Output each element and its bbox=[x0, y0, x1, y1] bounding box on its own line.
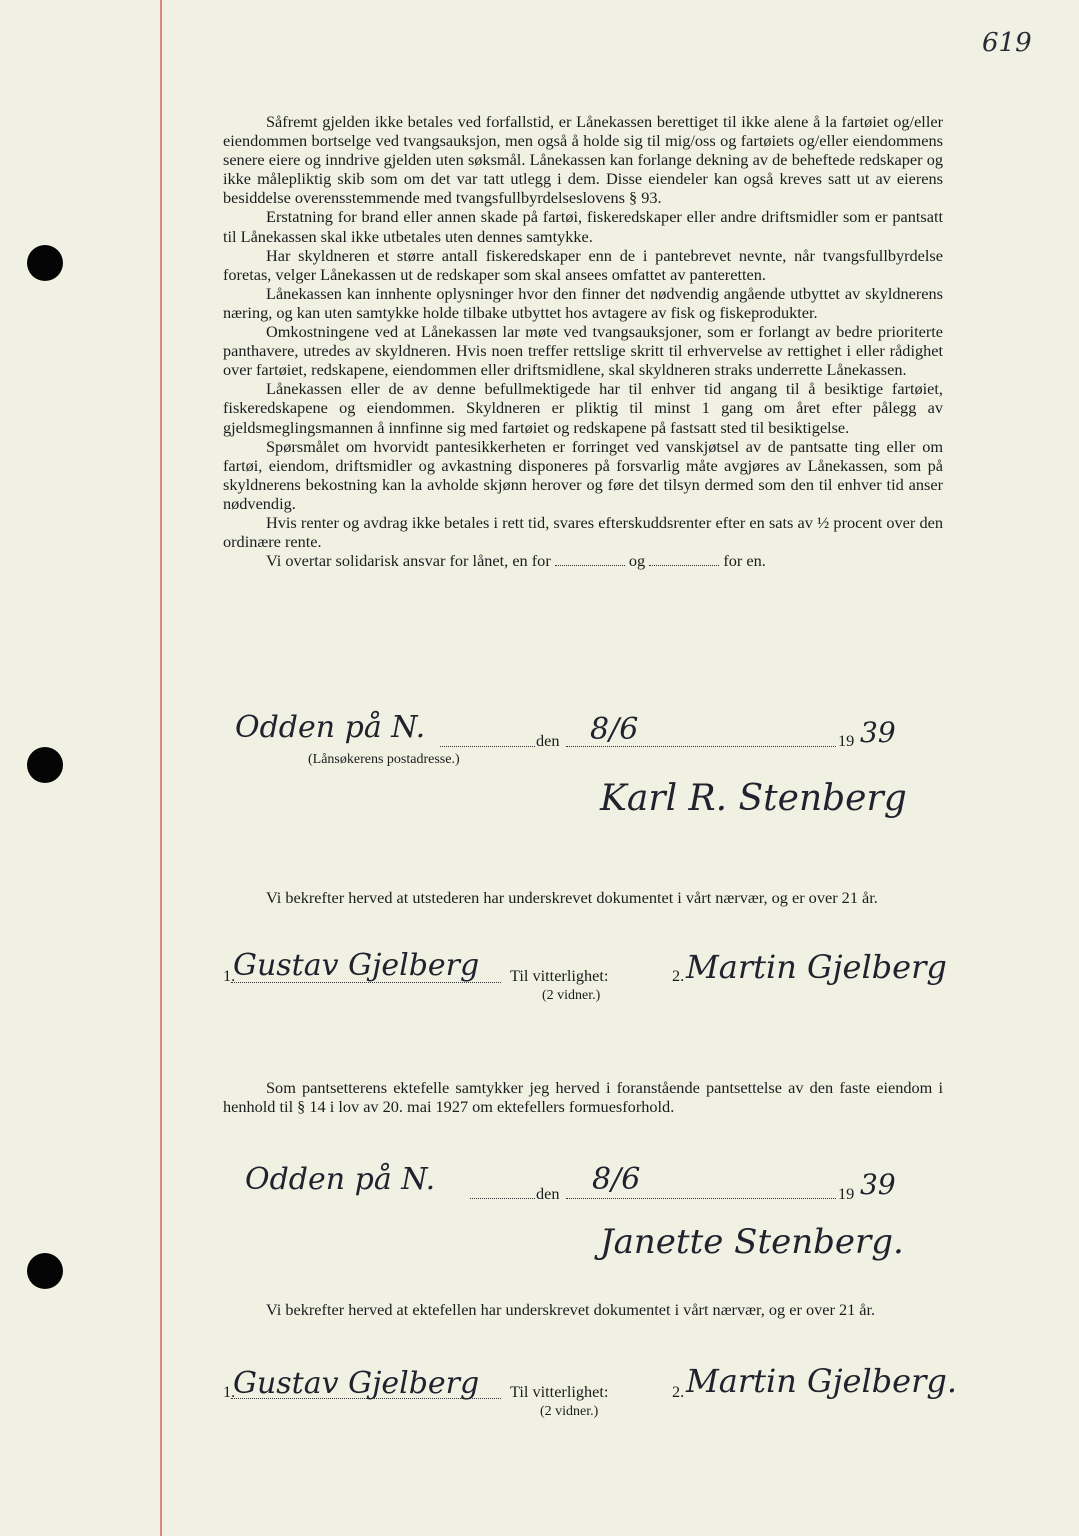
confirm-text-1 bbox=[223, 888, 943, 907]
paragraph: Omkostningene ved at Lånekassen lar møte ved tvangsauksjoner, som er forlangt av bedre prioriterte panthavere, utredes av skyldneren. Hvis noen treffer rettslige skritt til erhvervelse av rettighet i eller rådighet over fartøiet, redskapene, eiendommen eller driftsmidlene, skal skyldneren straks underrette Lånekassen. bbox=[223, 322, 943, 380]
liability-line bbox=[223, 551, 943, 570]
blank-field bbox=[649, 553, 719, 566]
paragraph: Såfremt gjelden ikke betales ved forfallstid, er Lånekassen berettiget til ikke alene å la fartøiet og/eller eiendommen bortselge ved tvangsauksjon, men også å holde sig til mig/oss og fartøiets og/eller eiendommens senere eiere og inndrive gjelden uten søksmål. Lånekassen kan forlange dekning av de beheftede redskaper og ikke målepliktig skib som om det var tatt utlegg i dem. Disse eiendeler kan også kreves satt ut av eierens besiddelse overensstemmende med tvangsfullbyrdelseslovens § 93. bbox=[223, 112, 943, 208]
vidner-note: (2 vidner.) bbox=[540, 1404, 599, 1419]
witness2-number: 2. bbox=[672, 1382, 685, 1401]
paragraph: Har skyldneren et større antall fiskeredskaper enn de i pantebrevet nevnte, når tvangsfullbyrdelse foretas, velger Lånekassen ut de redskaper som skal ansees omfattet av panteretten. bbox=[223, 245, 943, 284]
date-handwritten: 8/6 bbox=[590, 712, 639, 747]
terms-body bbox=[223, 112, 943, 570]
consent-text bbox=[223, 1078, 943, 1116]
den-label: den bbox=[536, 731, 560, 750]
place-handwritten: Odden på N. bbox=[235, 710, 426, 745]
til-vitterlighet: Til vitterlighet: bbox=[510, 1382, 609, 1401]
borrower-signature: Karl R. Stenberg bbox=[600, 778, 907, 819]
witness2-signature: Martin Gjelberg bbox=[686, 948, 947, 986]
liability-text-1: Vi overtar solidarisk ansvar for lånet, en for bbox=[266, 551, 551, 571]
paragraph: Lånekassen eller de av denne befullmektigede har til enhver tid angang til å besiktige fartøiet, fiskeredskapene og eiendommen. Skyldneren er pliktig til minst 1 gang om året efter pålegg av gjeldsmeglingsmannen å innfinne sig med fartøiet og redskapene på fastsatt sted til besiktigelse. bbox=[223, 379, 943, 437]
place-handwritten: Odden på N. bbox=[245, 1162, 436, 1197]
date-handwritten: 8/6 bbox=[592, 1162, 641, 1197]
paragraph: Vi bekrefter herved at utstederen har underskrevet dokumentet i vårt nærvær, og er over 21 år. bbox=[266, 888, 878, 907]
paragraph: Erstatning for brand eller annen skade på fartøi, fiskeredskaper eller andre driftsmidler som er pantsatt til Lånekassen skal ikke utbetales uten dennes samtykke. bbox=[223, 207, 943, 246]
punch-hole-middle bbox=[27, 747, 63, 783]
margin-rule bbox=[160, 0, 162, 1536]
witness2-number: 2. bbox=[672, 966, 685, 985]
dotted-line bbox=[440, 745, 535, 747]
dotted-line bbox=[470, 1197, 535, 1199]
year-prefix: 19 bbox=[838, 731, 855, 750]
witness1-number: 1. bbox=[223, 966, 236, 985]
dotted-line bbox=[566, 1197, 836, 1199]
dotted-line bbox=[231, 1397, 501, 1399]
witness2-signature: Martin Gjelberg. bbox=[686, 1362, 958, 1400]
den-label: den bbox=[536, 1184, 560, 1203]
witness1-signature: Gustav Gjelberg bbox=[233, 1366, 480, 1401]
year-handwritten: 39 bbox=[860, 1168, 896, 1201]
witness1-signature: Gustav Gjelberg bbox=[233, 948, 480, 983]
witness1-number: 1. bbox=[223, 1382, 236, 1401]
page-number: 619 bbox=[982, 28, 1032, 58]
blank-field bbox=[555, 553, 625, 566]
til-vitterlighet: Til vitterlighet: bbox=[510, 966, 609, 985]
paragraph: Spørsmålet om hvorvidt pantesikkerheten er forringet ved vanskjøtsel av de pantsatte ting eller om fartøi, eiendom, driftsmidler og avkastning disponeres på forsvarlig måte avgjøres av Lånekassen, som på skyldnerens bekostning kan la avholde skjønn herover og føre det tilsyn dermed som den til enhver tid anser nødvendig. bbox=[223, 436, 943, 513]
year-handwritten: 39 bbox=[860, 716, 896, 749]
paragraph: Hvis renter og avdrag ikke betales i rett tid, svares efterskuddsrenter efter en sats av ½ procent over den ordinære rente. bbox=[223, 512, 943, 552]
paragraph: Som pantsetterens ektefelle samtykker jeg herved i foranstående pantsettelse av den faste eiendom i henhold til § 14 i lov av 20. mai 1927 om ektefellers formuesforhold. bbox=[223, 1078, 943, 1117]
place-caption: (Lånsøkerens postadresse.) bbox=[308, 752, 460, 767]
liability-og: og bbox=[628, 551, 646, 571]
punch-hole-bottom bbox=[27, 1253, 63, 1289]
confirm-text-2 bbox=[223, 1300, 943, 1319]
vidner-note: (2 vidner.) bbox=[542, 988, 601, 1003]
liability-text-2: for en. bbox=[723, 551, 766, 571]
paragraph: Lånekassen kan innhente oplysninger hvor den finner det nødvendig angående utbyttet av skyldnerens næring, og kan uten samtykke holde tilbake utbyttet hos avtagere av fisk og fiskeprodukter. bbox=[223, 283, 943, 322]
dotted-line bbox=[231, 981, 501, 983]
paragraph: Vi bekrefter herved at ektefellen har underskrevet dokumentet i vårt nærvær, og er over 21 år. bbox=[266, 1300, 876, 1319]
spouse-signature: Janette Stenberg. bbox=[600, 1222, 904, 1262]
punch-hole-top bbox=[27, 245, 63, 281]
year-prefix: 19 bbox=[838, 1184, 855, 1203]
